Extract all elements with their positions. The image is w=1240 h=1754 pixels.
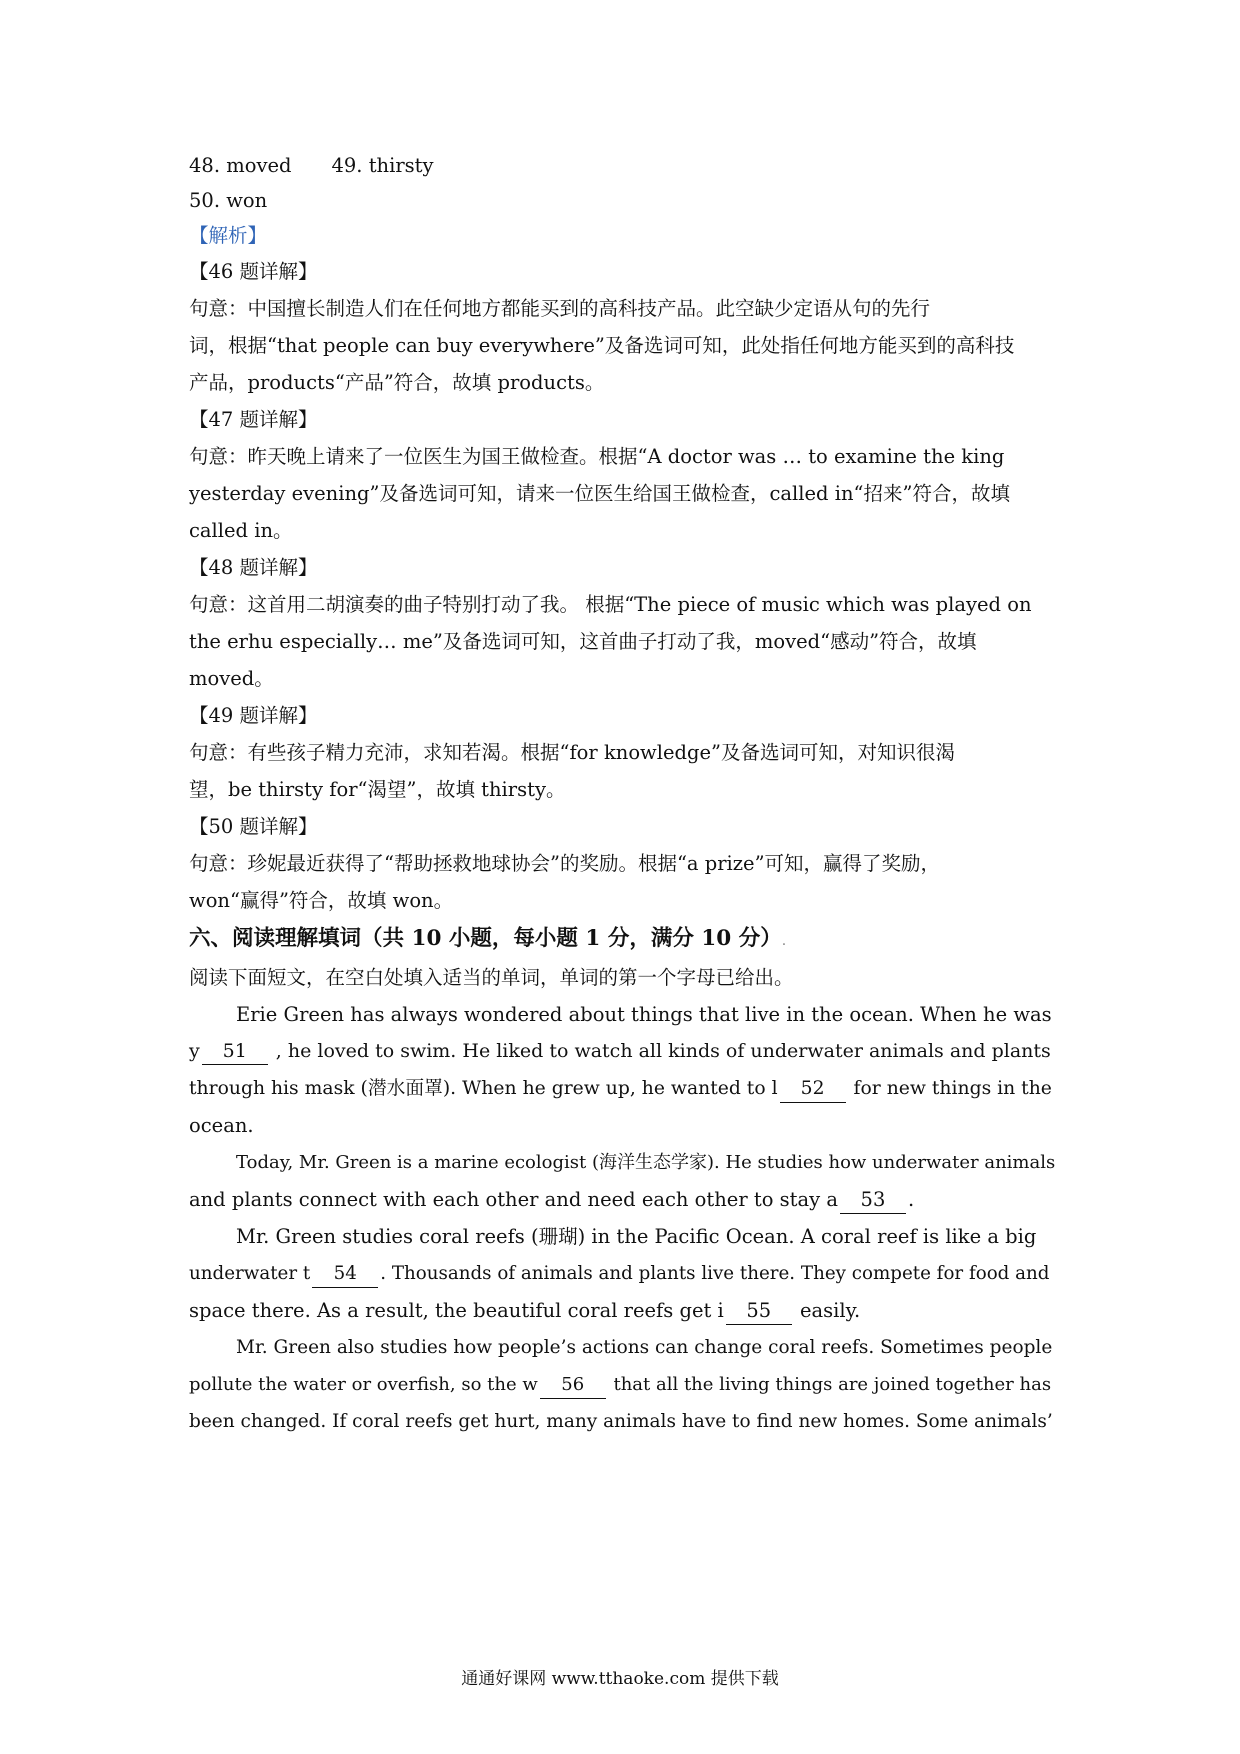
text-fragment: . bbox=[907, 1188, 915, 1211]
passage-p1-line4: ocean. bbox=[189, 1114, 254, 1137]
text-fragment: . Thousands of animals and plants live there. They compete for food and bbox=[380, 1263, 1050, 1284]
q49-title: 【49 题详解】 bbox=[189, 704, 318, 727]
q46-line2: 词，根据“that people can buy everywhere”及备选词可知，此处指任何地方能买到的高科技 bbox=[189, 334, 1015, 357]
decorative-dot: . bbox=[781, 933, 787, 949]
blank-53[interactable]: 53 bbox=[840, 1187, 906, 1214]
q48-line1: 句意：这首用二胡演奏的曲子特别打动了我。 根据“The piece of music which was played on bbox=[189, 593, 1032, 616]
answer-row-48-49 bbox=[189, 148, 1059, 183]
section6-heading bbox=[189, 919, 1059, 959]
q50-line1: 句意：珍妮最近获得了“帮助拯救地球协会”的奖励。根据“a prize”可知，赢得了奖励， bbox=[189, 852, 941, 875]
blank-52[interactable]: 52 bbox=[780, 1076, 846, 1103]
passage-p4-line1: Mr. Green also studies how people’s actions can change coral reefs. Sometimes people bbox=[236, 1337, 1053, 1358]
blank-55[interactable]: 55 bbox=[726, 1298, 792, 1325]
text-fragment: for new things in the bbox=[853, 1078, 1052, 1099]
passage-p2-line1: Today, Mr. Green is a marine ecologist (海洋生态学家). He studies how underwater animals bbox=[236, 1152, 1056, 1173]
passage-p3-line1: Mr. Green studies coral reefs (珊瑚) in the Pacific Ocean. A coral reef is like a big bbox=[236, 1225, 1037, 1248]
q47-title: 【47 题详解】 bbox=[189, 408, 318, 431]
q50-title: 【50 题详解】 bbox=[189, 815, 318, 838]
q48-title: 【48 题详解】 bbox=[189, 556, 318, 579]
q47-line1: 句意：昨天晚上请来了一位医生为国王做检查。根据“A doctor was … to examine the king bbox=[189, 445, 1005, 468]
page-footer: 通通好课网 www.tthaoke.com 提供下载 bbox=[461, 1669, 779, 1689]
blank-56[interactable]: 56 bbox=[540, 1372, 606, 1399]
answer-50: 50. won bbox=[189, 189, 268, 212]
text-fragment: pollute the water or overfish, so the w bbox=[189, 1374, 538, 1395]
passage-p2-line2 bbox=[189, 1181, 1059, 1218]
answer-49: 49. thirsty bbox=[331, 154, 434, 177]
text-fragment: that all the living things are joined together has bbox=[613, 1374, 1052, 1395]
blank-51[interactable]: 51 bbox=[202, 1038, 268, 1065]
text-fragment: and plants connect with each other and need each other to stay a bbox=[189, 1188, 838, 1211]
passage-p4-line3: been changed. If coral reefs get hurt, many animals have to find new homes. Some animals’ bbox=[189, 1411, 1053, 1432]
q46-line3: 产品，products“产品”符合，故填 products。 bbox=[189, 371, 605, 394]
answer-48: 48. moved bbox=[189, 154, 292, 177]
q48-line2: the erhu especially… me”及备选词可知，这首曲子打动了我，moved“感动”符合，故填 bbox=[189, 630, 977, 653]
text-fragment: easily. bbox=[799, 1299, 861, 1322]
document-body bbox=[189, 148, 1059, 1440]
q46-line1: 句意：中国擅长制造人们在任何地方都能买到的高科技产品。此空缺少定语从句的先行 bbox=[189, 297, 931, 320]
text-fragment: through his mask (潜水面罩). When he grew up, he wanted to l bbox=[189, 1078, 778, 1099]
q47-line2: yesterday evening”及备选词可知，请来一位医生给国王做检查，called in“招来”符合，故填 bbox=[189, 482, 1010, 505]
jiexi-label: 【解析】 bbox=[189, 224, 268, 247]
text-fragment: y bbox=[189, 1040, 200, 1062]
q49-line2: 望，be thirsty for“渴望”，故填 thirsty。 bbox=[189, 778, 566, 801]
section6-instruction: 阅读下面短文，在空白处填入适当的单词，单词的第一个字母已给出。 bbox=[189, 966, 794, 989]
text-fragment: underwater t bbox=[189, 1263, 311, 1284]
q47-line3: called in。 bbox=[189, 519, 293, 542]
passage-p3-line2 bbox=[189, 1255, 1059, 1292]
text-fragment: , he loved to swim. He liked to watch all kinds of underwater animals and plants bbox=[275, 1040, 1051, 1062]
passage-p3-line3 bbox=[189, 1292, 1059, 1329]
q48-line3: moved。 bbox=[189, 667, 274, 690]
q49-line1: 句意：有些孩子精力充沛，求知若渴。根据“for knowledge”及备选词可知，对知识很渴 bbox=[189, 741, 956, 764]
passage-p4-line2 bbox=[189, 1366, 1059, 1403]
text-fragment: space there. As a result, the beautiful coral reefs get i bbox=[189, 1299, 724, 1322]
q50-line2: won“赢得”符合，故填 won。 bbox=[189, 889, 454, 912]
blank-54[interactable]: 54 bbox=[312, 1261, 378, 1288]
q46-title: 【46 题详解】 bbox=[189, 260, 318, 283]
passage-p1-line1: Erie Green has always wondered about things that live in the ocean. When he was bbox=[236, 1003, 1052, 1026]
passage-p1-line3 bbox=[189, 1070, 1059, 1107]
passage-p1-line2 bbox=[189, 1033, 1059, 1070]
section6-heading-text: 六、阅读理解填词（共 10 小题，每小题 1 分，满分 10 分） bbox=[189, 926, 782, 951]
